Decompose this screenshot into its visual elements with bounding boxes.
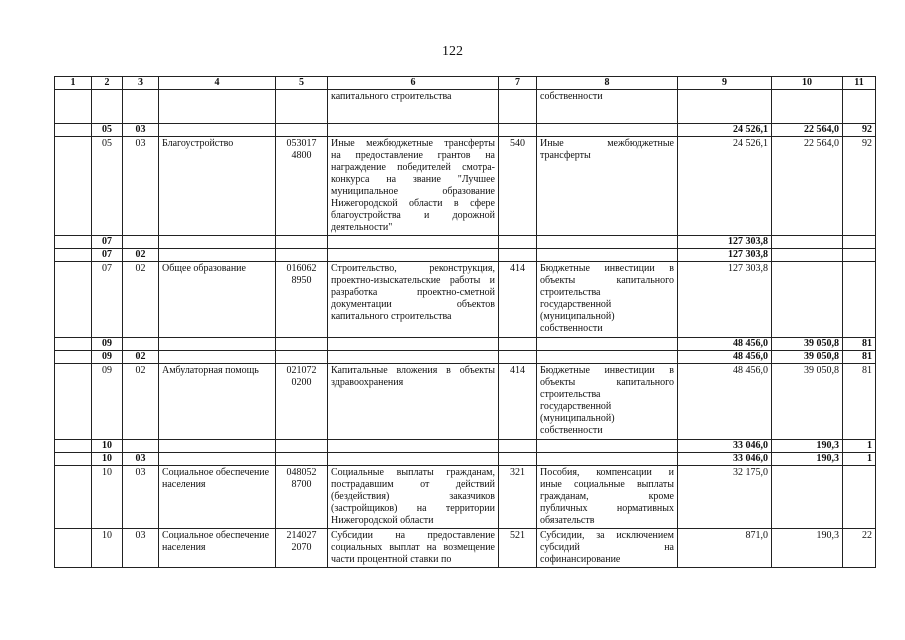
table-cell — [276, 453, 328, 466]
table-cell — [55, 236, 92, 249]
percent-cell: 22 — [843, 529, 876, 568]
subsection-code-cell: 03 — [123, 137, 159, 236]
column-header: 7 — [499, 77, 537, 90]
table-header-row — [55, 77, 876, 90]
actual-amount-cell: 22 564,0 — [772, 124, 843, 137]
actual-amount-cell: 39 050,8 — [772, 351, 843, 364]
table-row — [55, 262, 876, 338]
table-cell — [499, 351, 537, 364]
table-cell — [276, 124, 328, 137]
column-header: 10 — [772, 77, 843, 90]
description-cell: Строительство, реконструкция, проектно-изыскательские работы и разработка проектно-сметной документации объектов капитального строительства — [328, 262, 499, 338]
expense-code-cell: 414 — [499, 364, 537, 440]
section-code-cell: 05 — [92, 124, 123, 137]
percent-cell — [843, 236, 876, 249]
column-header: 3 — [123, 77, 159, 90]
table-cell — [843, 90, 876, 124]
section-code-cell: 07 — [92, 249, 123, 262]
table-cell — [499, 453, 537, 466]
table-cell — [55, 249, 92, 262]
column-header: 2 — [92, 77, 123, 90]
table-cell — [55, 453, 92, 466]
item-name-cell: Общее образование — [159, 262, 276, 338]
plan-amount-cell: 127 303,8 — [678, 262, 772, 338]
section-code-cell: 10 — [92, 466, 123, 529]
percent-cell — [843, 466, 876, 529]
item-name-cell: Социальное обеспечение населения — [159, 529, 276, 568]
column-header: 4 — [159, 77, 276, 90]
subtotal-row — [55, 440, 876, 453]
subsection-code-cell: 03 — [123, 124, 159, 137]
table-cell — [159, 249, 276, 262]
actual-amount-cell — [772, 262, 843, 338]
table-row — [55, 529, 876, 568]
target-code-cell: 214027 2070 — [276, 529, 328, 568]
expense-code-cell: 414 — [499, 262, 537, 338]
actual-amount-cell: 190,3 — [772, 453, 843, 466]
table-cell — [159, 236, 276, 249]
description-cell: Иные межбюджетные трансферты на предоставление грантов на награждение победителей смотра- конкурса на звание "Лучшее муниципальное образование Нижегородской области в сфере благоустройства и дорожной деятельности" — [328, 137, 499, 236]
table-cell — [537, 124, 678, 137]
expense-code-cell: 521 — [499, 529, 537, 568]
page-number: 122 — [442, 44, 463, 59]
table-cell — [499, 338, 537, 351]
table-cell — [55, 351, 92, 364]
table-cell — [159, 453, 276, 466]
plan-amount-cell: 33 046,0 — [678, 453, 772, 466]
table-cell — [276, 338, 328, 351]
table-cell — [678, 90, 772, 124]
item-name-cell: Амбулаторная помощь — [159, 364, 276, 440]
table-cell — [55, 440, 92, 453]
table-cell — [328, 440, 499, 453]
section-code-cell: 10 — [92, 440, 123, 453]
subtotal-row — [55, 453, 876, 466]
column-header: 6 — [328, 77, 499, 90]
table-cell — [537, 453, 678, 466]
expense-type-cell: Иные межбюджетные трансферты — [537, 137, 678, 236]
subsection-code-cell — [123, 440, 159, 453]
expense-type-cell: Субсидии, за исключением субсидий на софинансирование — [537, 529, 678, 568]
subsection-code-cell: 03 — [123, 453, 159, 466]
table-cell — [55, 364, 92, 440]
table-cell — [537, 249, 678, 262]
percent-cell — [843, 262, 876, 338]
table-cell — [328, 453, 499, 466]
subsection-code-cell — [123, 338, 159, 351]
percent-cell: 81 — [843, 364, 876, 440]
table-cell — [276, 440, 328, 453]
actual-amount-cell: 39 050,8 — [772, 338, 843, 351]
column-header: 1 — [55, 77, 92, 90]
plan-amount-cell: 33 046,0 — [678, 440, 772, 453]
actual-amount-cell: 190,3 — [772, 529, 843, 568]
item-name-cell: Благоустройство — [159, 137, 276, 236]
plan-amount-cell: 24 526,1 — [678, 124, 772, 137]
subsection-code-cell: 02 — [123, 351, 159, 364]
plan-amount-cell: 48 456,0 — [678, 351, 772, 364]
item-name-cell: Социальное обеспечение населения — [159, 466, 276, 529]
table-cell — [537, 351, 678, 364]
table-cell — [772, 90, 843, 124]
plan-amount-cell: 24 526,1 — [678, 137, 772, 236]
subtotal-row — [55, 338, 876, 351]
section-code-cell: 05 — [92, 137, 123, 236]
plan-amount-cell: 127 303,8 — [678, 249, 772, 262]
table-cell — [328, 338, 499, 351]
target-code-cell: 048052 8700 — [276, 466, 328, 529]
expense-type-cell: Пособия, компенсации и иные социальные выплаты гражданам, кроме публичных нормативных обязательств — [537, 466, 678, 529]
table-row — [55, 466, 876, 529]
subsection-code-cell: 03 — [123, 529, 159, 568]
plan-amount-cell: 48 456,0 — [678, 364, 772, 440]
table-cell — [328, 236, 499, 249]
table-cell — [276, 90, 328, 124]
section-code-cell: 07 — [92, 262, 123, 338]
expense-code-cell: 321 — [499, 466, 537, 529]
table-cell — [159, 440, 276, 453]
table-cell — [499, 249, 537, 262]
description-cell: Субсидии на предоставление социальных выплат на возмещение части процентной ставки по — [328, 529, 499, 568]
table-cell — [328, 124, 499, 137]
table-cell — [55, 338, 92, 351]
table-row — [55, 137, 876, 236]
section-code-cell: 07 — [92, 236, 123, 249]
table-cell — [276, 236, 328, 249]
table-cell — [55, 124, 92, 137]
table-cell — [123, 90, 159, 124]
plan-amount-cell: 127 303,8 — [678, 236, 772, 249]
section-code-cell: 10 — [92, 529, 123, 568]
table-cell — [328, 351, 499, 364]
subsection-code-cell: 03 — [123, 466, 159, 529]
subsection-code-cell — [123, 236, 159, 249]
table-cell — [55, 90, 92, 124]
actual-amount-cell: 190,3 — [772, 440, 843, 453]
table-cell — [276, 351, 328, 364]
percent-cell: 81 — [843, 351, 876, 364]
table-row — [55, 90, 876, 124]
target-code-cell: 016062 8950 — [276, 262, 328, 338]
table-cell — [159, 90, 276, 124]
column-header: 5 — [276, 77, 328, 90]
plan-amount-cell: 871,0 — [678, 529, 772, 568]
description-cell: Социальные выплаты гражданам, пострадавшим от действий (бездействия) заказчиков (застройщиков) на территории Нижегородской области — [328, 466, 499, 529]
column-header: 11 — [843, 77, 876, 90]
actual-amount-cell — [772, 466, 843, 529]
actual-amount-cell — [772, 249, 843, 262]
expense-type-cell: Бюджетные инвестиции в объекты капитального строительства государственной (муниципальной) собственности — [537, 262, 678, 338]
subsection-code-cell: 02 — [123, 262, 159, 338]
percent-cell: 81 — [843, 338, 876, 351]
column-header: 9 — [678, 77, 772, 90]
subtotal-row — [55, 249, 876, 262]
section-code-cell: 09 — [92, 338, 123, 351]
table-cell — [276, 249, 328, 262]
table-cell — [159, 351, 276, 364]
table-cell — [159, 124, 276, 137]
actual-amount-cell — [772, 236, 843, 249]
target-code-cell: 053017 4800 — [276, 137, 328, 236]
table-cell — [55, 262, 92, 338]
table-cell — [55, 466, 92, 529]
percent-cell: 92 — [843, 137, 876, 236]
table-cell — [55, 529, 92, 568]
description-cell: Капитальные вложения в объекты здравоохранения — [328, 364, 499, 440]
table-cell — [499, 440, 537, 453]
subtotal-row — [55, 124, 876, 137]
expense-type-cell: Бюджетные инвестиции в объекты капитального строительства государственной (муниципальной) собственности — [537, 364, 678, 440]
column-header: 8 — [537, 77, 678, 90]
table-cell — [92, 90, 123, 124]
percent-cell: 92 — [843, 124, 876, 137]
table-cell — [159, 338, 276, 351]
description-cell: капитального строительства — [328, 90, 499, 124]
budget-table — [54, 76, 876, 568]
section-code-cell: 09 — [92, 364, 123, 440]
percent-cell: 1 — [843, 453, 876, 466]
subsection-code-cell: 02 — [123, 249, 159, 262]
table-cell — [537, 440, 678, 453]
subtotal-row — [55, 351, 876, 364]
table-cell — [499, 124, 537, 137]
table-cell — [499, 236, 537, 249]
section-code-cell: 09 — [92, 351, 123, 364]
actual-amount-cell: 22 564,0 — [772, 137, 843, 236]
percent-cell: 1 — [843, 440, 876, 453]
target-code-cell: 021072 0200 — [276, 364, 328, 440]
table-cell — [55, 137, 92, 236]
expense-code-cell: 540 — [499, 137, 537, 236]
plan-amount-cell: 48 456,0 — [678, 338, 772, 351]
percent-cell — [843, 249, 876, 262]
table-cell — [537, 338, 678, 351]
subsection-code-cell: 02 — [123, 364, 159, 440]
section-code-cell: 10 — [92, 453, 123, 466]
table-row — [55, 364, 876, 440]
subtotal-row — [55, 236, 876, 249]
table-cell — [537, 236, 678, 249]
table-cell — [328, 249, 499, 262]
actual-amount-cell: 39 050,8 — [772, 364, 843, 440]
plan-amount-cell: 32 175,0 — [678, 466, 772, 529]
expense-type-cell: собственности — [537, 90, 678, 124]
table-cell — [499, 90, 537, 124]
